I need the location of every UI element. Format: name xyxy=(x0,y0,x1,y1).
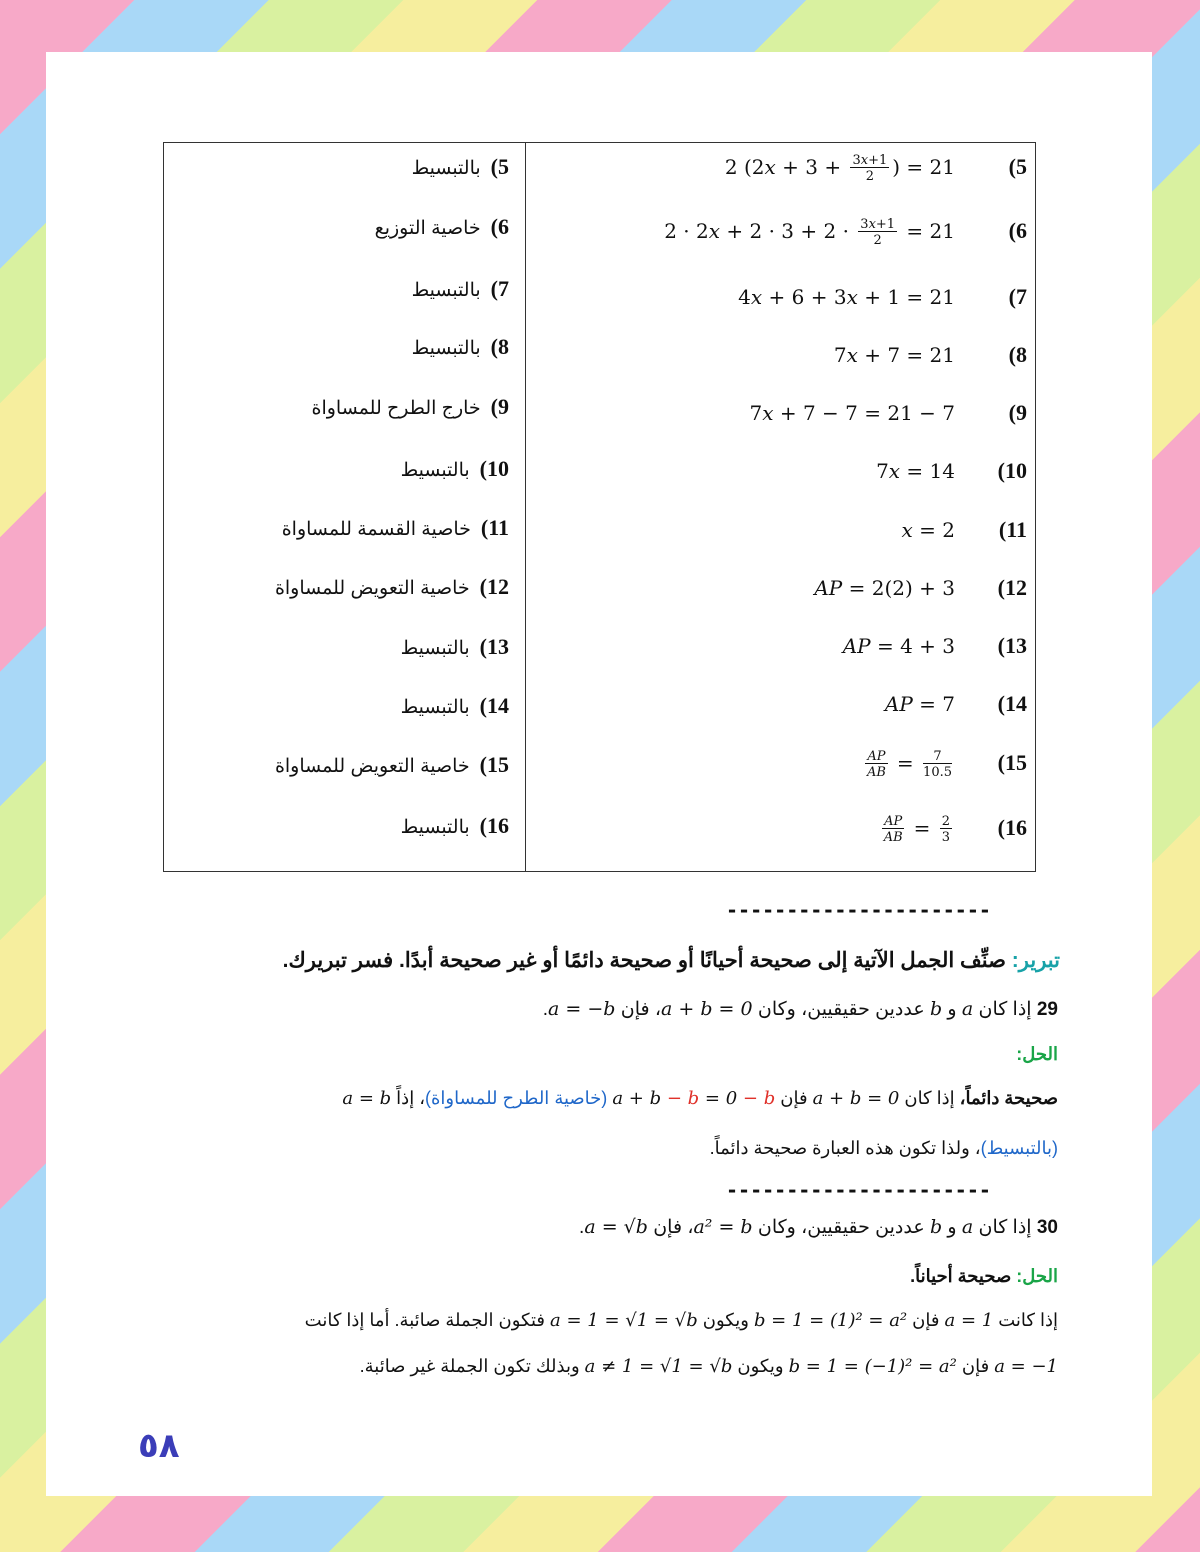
table-row xyxy=(164,808,1035,848)
reason-cell: 13)بالتبسيط xyxy=(400,634,509,659)
dashed-separator: ---------------------- xyxy=(726,1178,991,1202)
solution-30-label-line xyxy=(910,1266,1058,1287)
math-expression xyxy=(612,1088,775,1109)
reason-cell: 16)بالتبسيط xyxy=(400,813,509,838)
table-row xyxy=(164,393,1035,433)
table-row xyxy=(164,451,1035,491)
question-29: 29 إذا كان a و b عددين حقيقيين، وكان a + b = 0، فإن a = −b. xyxy=(542,998,1058,1020)
solution-text: ويكون xyxy=(702,1310,749,1330)
statement-number: (13 xyxy=(997,633,1027,658)
math-part: = 0 xyxy=(704,1088,738,1109)
solution-label-text: الحل: xyxy=(1016,1044,1058,1064)
statement-cell: AP = 2(2) + 3 xyxy=(814,576,955,600)
question-text: ، فإن xyxy=(653,1217,694,1238)
reason-cell: 9)خارج الطرح للمساواة xyxy=(311,394,509,419)
solution-29-line2 xyxy=(710,1138,1058,1159)
math-var: a xyxy=(961,998,974,1020)
solution-reason: (خاصية الطرح للمساواة) xyxy=(425,1088,608,1108)
math-expression: a = 1 = √1 = √b xyxy=(550,1310,698,1331)
question-text: و xyxy=(947,999,957,1020)
solution-label xyxy=(1016,1044,1058,1065)
statement-number: (15 xyxy=(997,750,1027,775)
solution-29-line1 xyxy=(342,1088,1058,1109)
question-number: 30 xyxy=(1036,1217,1058,1238)
solution-text: ويكون xyxy=(737,1356,784,1376)
math-var: b xyxy=(929,998,943,1020)
statement-number: (5 xyxy=(1008,154,1027,179)
table-row xyxy=(164,147,1035,187)
table-row xyxy=(164,684,1035,724)
fraction: $\frac{AP}{AB}$ xyxy=(867,749,886,780)
statement-cell: x = 2 xyxy=(901,518,955,542)
proof-table xyxy=(163,142,1036,872)
statement-number: (14 xyxy=(997,691,1027,716)
question-30: 30 إذا كان a و b عددين حقيقيين، وكان a² = b، فإن a = √b. xyxy=(579,1216,1058,1238)
table-row xyxy=(164,743,1035,783)
reason-cell: 7)بالتبسيط xyxy=(411,276,509,301)
math-part: a + b xyxy=(612,1088,662,1109)
statement-number: (6 xyxy=(1008,218,1027,243)
fraction: $\frac{3x+1}{2}$ xyxy=(860,217,896,248)
statement-number: (10 xyxy=(997,458,1027,483)
fraction: $\frac{2}{3}$ xyxy=(941,814,950,845)
statement-number: (11 xyxy=(998,517,1027,542)
solution-reason: (بالتبسيط) xyxy=(980,1138,1058,1158)
question-text: و xyxy=(947,1217,957,1238)
statement-number: (16 xyxy=(997,815,1027,840)
table-row xyxy=(164,568,1035,608)
math-var: b xyxy=(929,1216,943,1238)
statement-cell: 4x + 6 + 3x + 1 = 21 xyxy=(738,285,955,309)
question-text: إذا كان xyxy=(978,1217,1032,1238)
page-sheet xyxy=(46,52,1152,1496)
math-expression: a = −b xyxy=(548,998,616,1020)
reasoning-prompt: صنِّف الجمل الآتية إلى صحيحة أحيانًا أو صحيحة دائمًا أو غير صحيحة أبدًا. فسر تبريرك. xyxy=(282,949,1006,972)
fraction: $\frac{AP}{AB}$ xyxy=(883,814,903,845)
page-number: ٥٨ xyxy=(138,1426,180,1466)
statement-number: (8 xyxy=(1008,342,1027,367)
question-text: إذا كان xyxy=(978,999,1032,1020)
math-expression: a = −1 xyxy=(994,1356,1058,1377)
reasoning-label: تبرير: xyxy=(1011,949,1060,972)
reason-cell: 10)بالتبسيط xyxy=(400,456,509,481)
math-expression: a ≠ 1 = √1 = √b xyxy=(584,1356,733,1377)
math-var: a xyxy=(961,1216,974,1238)
dashed-separator: ---------------------- xyxy=(726,898,991,922)
question-text: عددين حقيقيين، وكان xyxy=(757,999,925,1020)
statement-number: (9 xyxy=(1008,400,1027,425)
math-expression: a = 1 xyxy=(944,1310,994,1331)
reason-cell: 8)بالتبسيط xyxy=(411,334,509,359)
solution-text: ، إذاً xyxy=(396,1088,425,1108)
solution-text: فتكون الجملة صائبة. أما إذا كانت xyxy=(304,1310,546,1330)
solution-text: فإن xyxy=(961,1356,990,1376)
statement-cell: AP = 4 + 3 xyxy=(842,634,955,658)
math-expression: a = b xyxy=(342,1088,392,1109)
statement-cell: 7x + 7 = 21 xyxy=(833,343,955,367)
math-part-highlight: − b xyxy=(666,1088,700,1109)
fraction: $\frac{3x+1}{2}$ xyxy=(852,153,888,184)
solution-text: إذا كان xyxy=(904,1088,955,1108)
math-expression: a² = b xyxy=(693,1216,753,1238)
reason-cell: 14)بالتبسيط xyxy=(400,693,509,718)
solution-text: فإن xyxy=(780,1088,808,1108)
math-expression: a = √b xyxy=(584,1216,648,1238)
question-text: ، فإن xyxy=(620,999,661,1020)
table-row xyxy=(164,277,1035,317)
math-expression: b = 1 = (−1)² = a² xyxy=(788,1356,957,1377)
table-row xyxy=(164,626,1035,666)
table-row xyxy=(164,335,1035,375)
question-number: 29 xyxy=(1036,999,1058,1020)
solution-text: إذا كانت xyxy=(998,1310,1058,1330)
solution-verdict: صحيحة دائماً، xyxy=(959,1088,1058,1108)
reasoning-heading xyxy=(283,948,1060,973)
math-expression: a + b = 0 xyxy=(661,998,753,1020)
statement-cell: 2 · 2x + 2 · 3 + 2 · $\frac{3x+1}{2}$ = 21 xyxy=(664,217,955,248)
statement-number: (7 xyxy=(1008,284,1027,309)
math-expression: a + b = 0 xyxy=(812,1088,900,1109)
statement-cell: 2 (2x + 3 + $\frac{3x+1}{2}$ ) = 21 xyxy=(724,153,955,184)
statement-cell: $\frac{AP}{AB}$ = $\frac{7}{10.5}$ xyxy=(867,749,952,780)
table-row xyxy=(164,211,1035,251)
solution-30-line1 xyxy=(305,1310,1058,1331)
statement-cell: AP = 7 xyxy=(884,692,955,716)
reason-cell: 15)خاصية التعويض للمساواة xyxy=(274,752,509,777)
math-part-highlight: − b xyxy=(742,1088,776,1109)
math-expression: b = 1 = (1)² = a² xyxy=(753,1310,908,1331)
statement-cell: 7x + 7 − 7 = 21 − 7 xyxy=(749,401,955,425)
solution-30-line2 xyxy=(360,1356,1058,1377)
table-row xyxy=(164,510,1035,550)
reason-cell: 5)بالتبسيط xyxy=(411,154,509,179)
fraction: $\frac{7}{10.5}$ xyxy=(923,749,952,780)
solution-text: فإن xyxy=(912,1310,940,1330)
solution-text: ، ولذا تكون هذه العبارة صحيحة دائماً. xyxy=(709,1138,981,1158)
reason-cell: 6)خاصية التوزيع xyxy=(374,214,509,239)
solution-label-text: الحل: xyxy=(1016,1266,1058,1286)
statement-number: (12 xyxy=(997,575,1027,600)
solution-verdict: صحيحة أحياناً. xyxy=(910,1266,1012,1286)
solution-text: وبذلك تكون الجملة غير صائبة. xyxy=(359,1356,580,1376)
question-text: عددين حقيقيين، وكان xyxy=(757,1217,925,1238)
reason-cell: 11)خاصية القسمة للمساواة xyxy=(281,515,509,540)
statement-cell: $\frac{AP}{AB}$ = $\frac{2}{3}$ xyxy=(883,814,950,845)
statement-cell: 7x = 14 xyxy=(876,459,955,483)
reason-cell: 12)خاصية التعويض للمساواة xyxy=(274,574,509,599)
